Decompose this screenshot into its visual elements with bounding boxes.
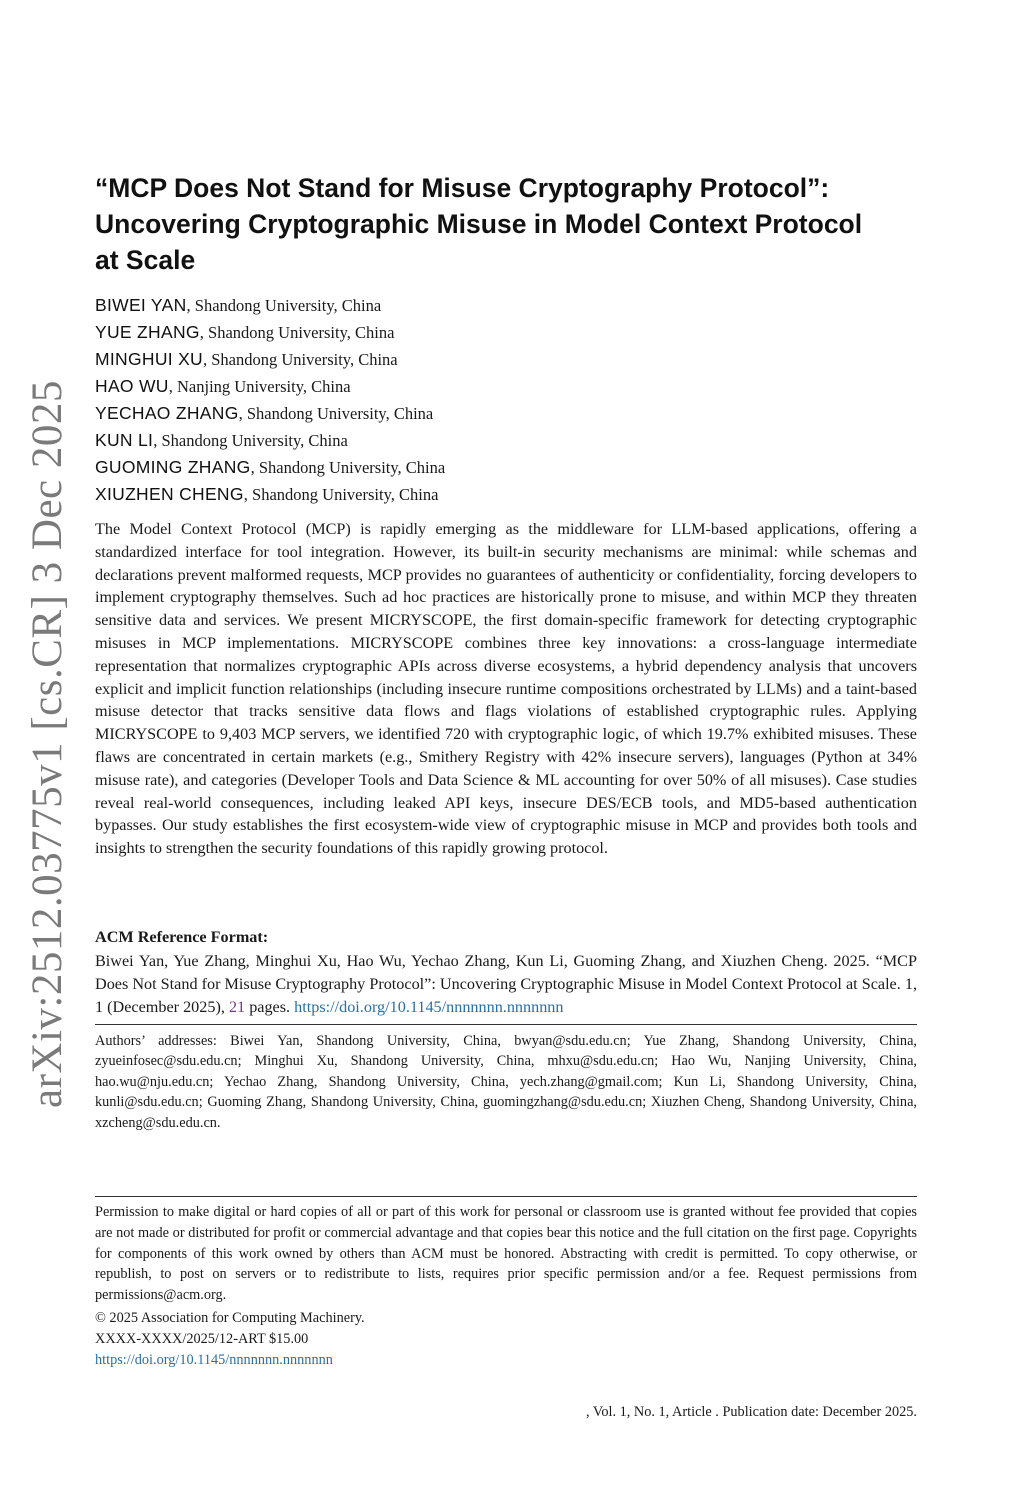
author-affiliation: , Nanjing University, China [168, 377, 351, 396]
author-affiliation: , Shandong University, China [203, 350, 398, 369]
divider [95, 1196, 917, 1197]
title-line-1: “MCP Does Not Stand for Misuse Cryptography Protocol”: [95, 173, 830, 203]
author-entry [95, 292, 915, 319]
author-name: GUOMING ZHANG [95, 457, 251, 477]
paper-title [95, 170, 935, 278]
author-name: YECHAO ZHANG [95, 403, 239, 423]
reference-format [95, 950, 917, 1018]
author-name: YUE ZHANG [95, 322, 200, 342]
author-name: BIWEI YAN [95, 295, 187, 315]
issn-line: XXXX-XXXX/2025/12-ART $15.00 [95, 1330, 309, 1347]
author-affiliation: , Shandong University, China [186, 296, 382, 315]
author-name: KUN LI [95, 430, 154, 450]
copyright-line: © 2025 Association for Computing Machinery. [95, 1309, 365, 1326]
author-affiliation: , Shandong University, China [243, 485, 439, 504]
permission-text: Permission to make digital or hard copies of all or part of this work for personal or classroom use is granted without fee provided that copies are not made or distributed for profit or commercial advantage and that copies bear this notice and the full citation on the first page. Copyrights for components of this work owned by others than ACM must be honored. Abstracting with credit is permitted. To copy otherwise, or republish, to post on servers or to redistribute to lists, requires prior specific permission and/or a fee. Request permissions from permissions@acm.org. [95, 1204, 917, 1304]
reference-text: Biwei Yan, Yue Zhang, Minghui Xu, Hao Wu, Yechao Zhang, Kun Li, Guoming Zhang, and Xiuzhen Cheng. 2025. “MCP Does Not Stand for Misuse Cryptography Protocol”: Uncovering Cryptographic Misuse in Model Context Protocol at Scale. 1, 1 (December 2025), [95, 952, 917, 1016]
author-list [95, 292, 915, 508]
author-affiliation: , Shandong University, China [250, 458, 446, 477]
divider [95, 1024, 917, 1025]
author-entry [95, 454, 915, 481]
title-line-2: Uncovering Cryptographic Misuse in Model Context Protocol [95, 209, 863, 239]
author-entry [95, 373, 915, 400]
abstract: The Model Context Protocol (MCP) is rapidly emerging as the middleware for LLM-based applications, offering a standardized interface for tool integration. However, its built-in security mechanisms are minimal: while schemas and declarations prevent malformed requests, MCP provides no guarantees of authenticity or confidentiality, forcing developers to implement cryptography themselves. Such ad hoc practices are historically prone to misuse, and within MCP they threaten sensitive data and services. We present MICRYSCOPE, the first domain-specific framework for detecting cryptographic misuses in MCP implementations. MICRYSCOPE combines three key innovations: a cross-language intermediate representation that normalizes cryptographic APIs across diverse ecosystems, a hybrid dependency analysis that uncovers explicit and implicit function relationships (including insecure runtime compositions orchestrated by LLMs) and a taint-based misuse detector that tracks sensitive data flows and flags violations of established cryptographic rules. Applying MICRYSCOPE to 9,403 MCP servers, we identified 720 with cryptographic logic, of which 19.7% exhibited misuses. These flaws are concentrated in certain markets (e.g., Smithery Registry with 42% insecure servers), languages (Python at 34% misuse rate), and categories (Developer Tools and Data Science & ML accounting for over 50% of all misuses). Case studies reveal real-world consequences, including leaked API keys, insecure DES/ECB tools, and MD5-based authentication bypasses. Our study establishes the first ecosystem-wide view of cryptographic misuse in MCP and provides both tools and insights to strengthen the security foundations of this rapidly growing protocol. [95, 520, 917, 858]
arxiv-stamp: arXiv:2512.03775v1 [cs.CR] 3 Dec 2025 [24, 380, 71, 1108]
author-entry [95, 319, 915, 346]
reference-format-heading: ACM Reference Format: [95, 928, 269, 946]
reference-pages-suffix: pages. [245, 997, 295, 1016]
doi-link[interactable]: https://doi.org/10.1145/nnnnnnn.nnnnnnn [294, 997, 564, 1016]
author-name: XIUZHEN CHENG [95, 484, 244, 504]
author-affiliation: , Shandong University, China [199, 323, 395, 342]
author-affiliation: , Shandong University, China [238, 404, 434, 423]
author-name: HAO WU [95, 376, 169, 396]
title-line-3: at Scale [95, 245, 196, 275]
page-count-link[interactable]: 21 [228, 997, 246, 1016]
author-name: MINGHUI XU [95, 349, 203, 369]
author-affiliation: , Shandong University, China [153, 431, 348, 450]
author-entry [95, 346, 915, 373]
author-entry [95, 481, 915, 508]
page-footer: , Vol. 1, No. 1, Article . Publication date: December 2025. [585, 1404, 917, 1420]
author-entry [95, 400, 915, 427]
author-addresses: Authors’ addresses: Biwei Yan, Shandong University, China, bwyan@sdu.edu.cn; Yue Zhang, Shandong University, China, zyueinfosec@sdu.edu.cn; Minghui Xu, Shandong University, China, mhxu@sdu.edu.cn; Hao Wu, Nanjing University, China, hao.wu@nju.edu.cn; Yechao Zhang, Shandong University, China, yech.zhang@gmail.com; Kun Li, Shandong University, China, kunli@sdu.edu.cn; Guoming Zhang, Shandong University, China, guomingzhang@sdu.edu.cn; Xiuzhen Cheng, Shandong University, China, xzcheng@sdu.edu.cn. [95, 1033, 917, 1131]
permission-notice [95, 1202, 917, 1370]
author-entry [95, 427, 915, 454]
footer-doi-link[interactable]: https://doi.org/10.1145/nnnnnnn.nnnnnnn [95, 1351, 333, 1368]
